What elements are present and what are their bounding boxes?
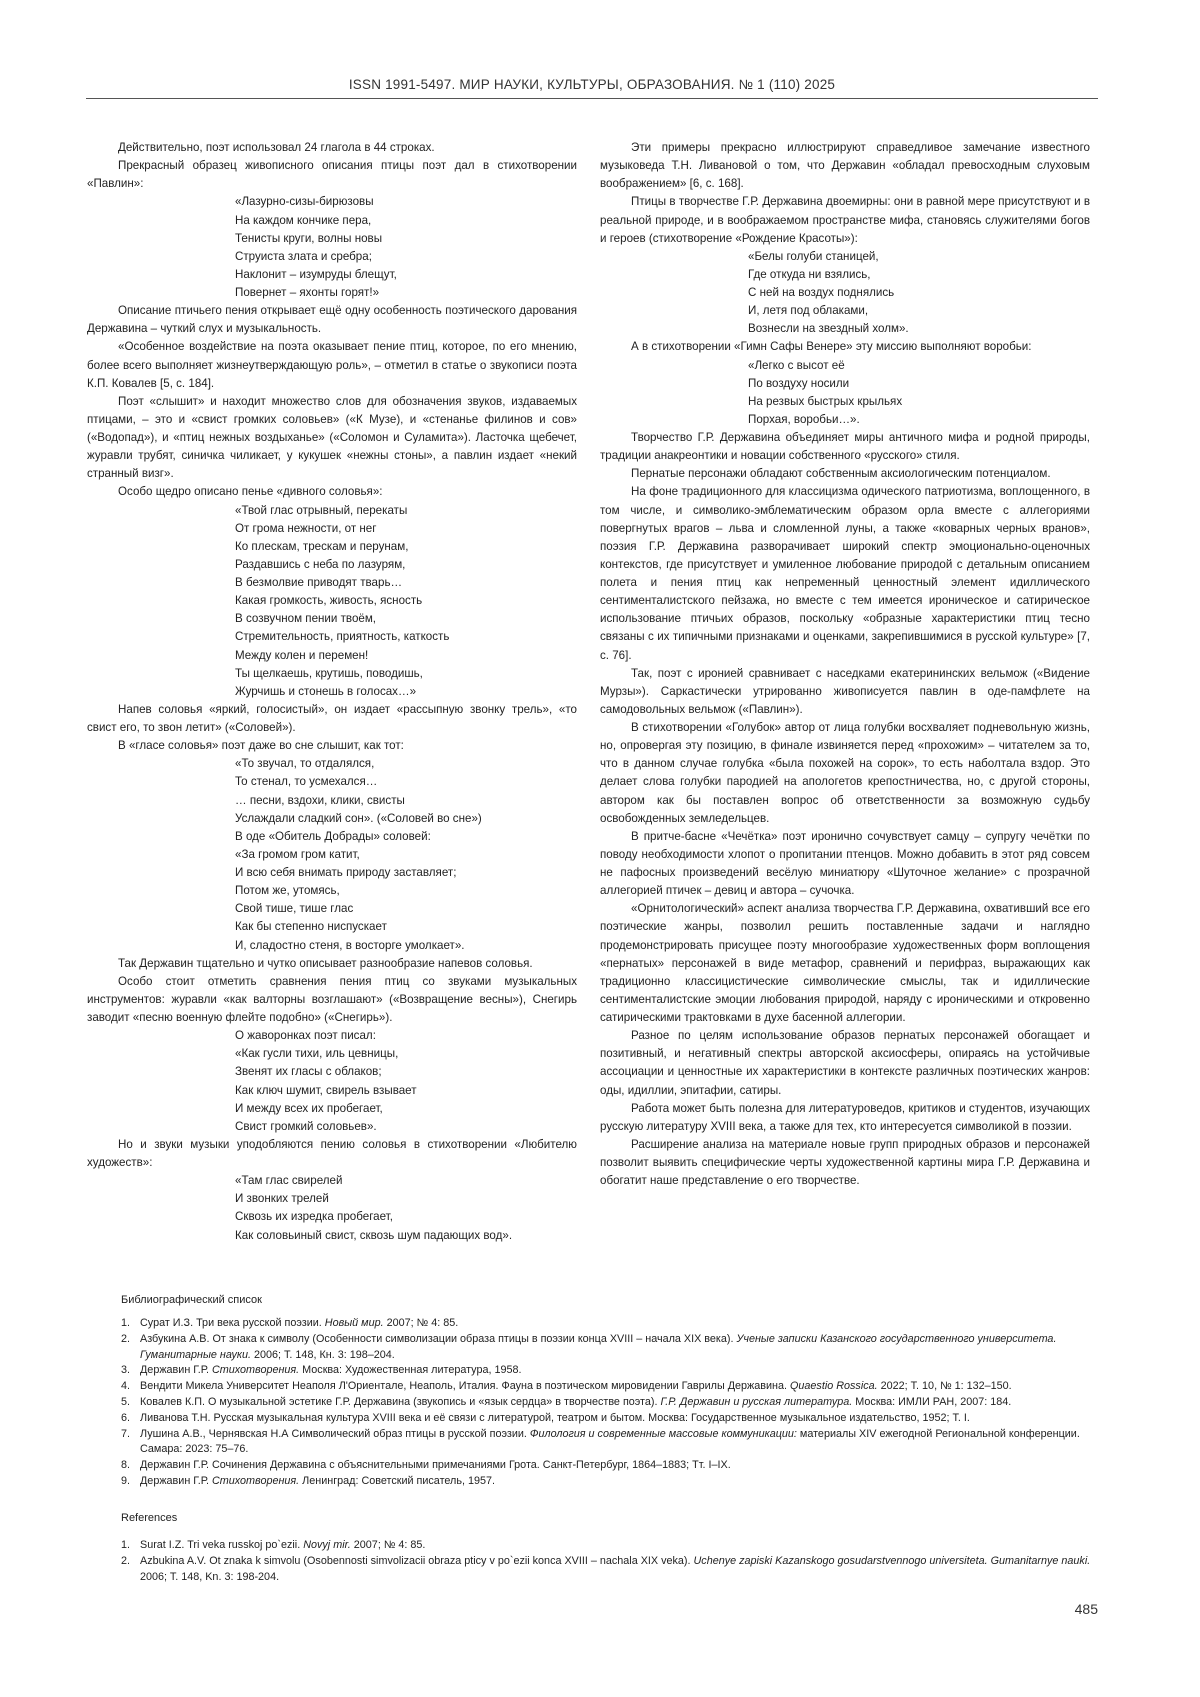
poem-pavlin: [87, 193, 577, 302]
paragraph: В «гласе соловья» поэт даже во сне слышит, как тот:: [87, 737, 577, 755]
poem-line: Стремительность, приятность, каткость: [235, 628, 577, 646]
poem-line: Ко плескам, трескам и перунам,: [235, 538, 577, 556]
poem-line: Как соловьиный свист, сквозь шум падающих вод».: [235, 1227, 577, 1245]
poem-line: Как бы степенно ниспускает: [235, 918, 577, 936]
paragraph: В стихотворении «Голубок» автор от лица голубки восхваляет подневольную жизнь, но, опровергая эту позицию, в финале извиняется перед «прохожим» – читателем за то, что в данном случае голубка «была похожей на сорок», то есть наболтала вздор. Это делает слова голубки пародией на апологетов крепостничества, но, с другой стороны, автором как бы поставлен вопрос об ответственности за возможную судьбу освобожденных земледельцев.: [600, 719, 1090, 828]
poem-line: Журчишь и стонешь в голосах…»: [235, 683, 577, 701]
poem-line: «Как гусли тихи, иль цевницы,: [235, 1045, 577, 1063]
paragraph: Поэт «слышит» и находит множество слов для обозначения звуков, издаваемых птицами, – это и «свист громких соловьев» («К Музе), и «стенанье филинов и сов» («Водопад»), и «птиц нежных воздыханье» («Соломон и Суламита»). Ласточка щебечет, журавли трубят, синичка чиликает, у кукушек «нежны стоны», а павлин издает «некий странный визг».: [87, 393, 577, 484]
paragraph: Пернатые персонажи обладают собственным аксиологическим потенциалом.: [600, 465, 1090, 483]
poem-line: Какая громкость, живость, ясность: [235, 592, 577, 610]
poem-line: … песни, вздохи, клики, свисты: [235, 792, 577, 810]
paragraph: «Орнитологический» аспект анализа творчества Г.Р. Державина, охвативший все его поэтические жанры, позволил решить поставленные задачи и наглядно продемонстрировать присущее поэту многообразие художественных форм воплощения «пернатых» персонажей в виде метафор, сравнений и перифраз, выражающих как традиционно классицистические символические смыслы, так и идиллические сентименталистские эмоции любования природой, наряду с ироническими и откровенно сатирическими трактовками в духе басенной аллегории.: [600, 900, 1090, 1027]
poem-line: Где откуда ни взялись,: [748, 266, 1090, 284]
paragraph: Птицы в творчестве Г.Р. Державина двоемирны: они в равной мере присутствуют и в реальной природе, и в воображаемом пространстве мифа, становясь служителями богов и героев (стихотворение «Рождение Красоты»):: [600, 193, 1090, 247]
bibliography-item: 1. Сурат И.З. Три века русской поэзии. Новый мир. 2007; № 4: 85.: [121, 1316, 1091, 1332]
poem-line: И звонких трелей: [235, 1190, 577, 1208]
poem-solovey: [87, 502, 577, 701]
bibliography-item: 8. Державин Г.Р. Сочинения Державина с объяснительными примечаниями Грота. Санкт-Петербург, 1864–1883; Тт. I–IX.: [121, 1458, 1091, 1474]
bibliography-item: 2. Азбукина А.В. От знака к символу (Особенности символизации образа птицы в поэзии конца XVIII – начала XIX века). Ученые записки Казанского государственного университета. Гуманитарные науки. 2006; Т. 148, Кн. 3: 198–204.: [121, 1332, 1091, 1364]
poem-line: Звенят их гласы с облаков;: [235, 1063, 577, 1081]
paragraph: На фоне традиционного для классицизма одического патриотизма, воплощенного, в том числе, и символико-эмблематическим образом орла вместе с аллегориями повергнутых врагов – льва и сломленной луны, а также «коварных черных вранов», поэзия Г.Р. Державина разворачивает широкий спектр эмоционально-оценочных контекстов, где присутствует и умиленное любование природой с детальным описанием полета и пения птиц как непременный ценностный элемент идиллического сентименталистского пейзажа, но вместе с тем имеется ироническое и сатирическое использование птичьих образов, поскольку «образные характеристики птиц тесно связаны с их типичными признаками и оценками, закрепившимися в русской культуре» [7, с. 76].: [600, 483, 1090, 664]
paragraph: Расширение анализа на материале новые групп природных образов и персонажей позволит выявить специфические черты художественной картины мира Г.Р. Державина и обогатит наше представление о его творчестве.: [600, 1136, 1090, 1190]
poem-line: От грома нежности, от нег: [235, 520, 577, 538]
paragraph: Так Державин тщательно и чутко описывает разнообразие напевов соловья.: [87, 955, 577, 973]
references-list: [121, 1538, 1091, 1585]
reference-item: 2. Azbukina A.V. Ot znaka k simvolu (Osobennosti simvolizacii obraza pticy v po`ezii konca XVIII – nachala XIX veka). Uchenye zapiski Kazanskogo gosudarstvennogo universiteta. Gumanitarnye nauki. 2006; T. 148, Kn. 3: 198-204.: [121, 1554, 1091, 1586]
right-column: [600, 139, 1090, 1190]
poem-line: Как ключ шумит, свирель взывает: [235, 1082, 577, 1100]
poem-line: О жаворонках поэт писал:: [235, 1027, 577, 1045]
poem-line: В оде «Обитель Добрады» соловей:: [235, 828, 577, 846]
bibliography-item: 7. Лушина А.В., Чернявская Н.А Символический образ птицы в русской поэзии. Филология и современные массовые коммуникации: материалы XIV ежегодной Региональной конференции. Самара: 2023: 75–76.: [121, 1427, 1091, 1459]
poem-line: На резвых быстрых крыльях: [748, 393, 1090, 411]
journal-header: ISSN 1991-5497. МИР НАУКИ, КУЛЬТУРЫ, ОБРАЗОВАНИЯ. № 1 (110) 2025: [86, 77, 1098, 92]
bibliography-heading: Библиографический список: [121, 1294, 262, 1306]
poem-line: В безмолвие приводят тварь…: [235, 574, 577, 592]
poem-line: Потом же, утомясь,: [235, 882, 577, 900]
poem-line: Свой тише, тише глас: [235, 900, 577, 918]
bibliography-item: 9. Державин Г.Р. Стихотворения. Ленинград: Советский писатель, 1957.: [121, 1474, 1091, 1490]
paragraph: Напев соловья «яркий, голосистый», он издает «рассыпную звонку трель», «то свист его, то звон летит» («Соловей»).: [87, 701, 577, 737]
poem-line: Порхая, воробьи…».: [748, 411, 1090, 429]
paragraph: Действительно, поэт использовал 24 глагола в 44 строках.: [87, 139, 577, 157]
poem-line: Между колен и перемен!: [235, 647, 577, 665]
paragraph: Разное по целям использование образов пернатых персонажей обогащает и позитивный, и негативный спектры авторской аксиосферы, опираясь на устойчивые ассоциации и ценностные их характеристики в контексте различных поэтических жанров: оды, идиллии, эпитафии, сатиры.: [600, 1027, 1090, 1100]
poem-line: Раздавшись с неба по лазурям,: [235, 556, 577, 574]
paragraph: Но и звуки музыки уподобляются пению соловья в стихотворении «Любителю художеств»:: [87, 1136, 577, 1172]
paragraph: А в стихотворении «Гимн Сафы Венере» эту миссию выполняют воробьи:: [600, 338, 1090, 356]
paragraph: Так, поэт с иронией сравнивает с наседками екатерининских вельмож («Видение Мурзы»). Саркастически утрированно живописуется павлин в оде-памфлете на самодовольных вельмож («Павлин»).: [600, 665, 1090, 719]
poem-line: «Белы голуби станицей,: [748, 248, 1090, 266]
poem-line: По воздуху носили: [748, 375, 1090, 393]
bibliography-item: 3. Державин Г.Р. Стихотворения. Москва: Художественная литература, 1958.: [121, 1363, 1091, 1379]
poem-line: Ты щелкаешь, крутишь, поводишь,: [235, 665, 577, 683]
poem-line: «Лазурно-сизы-бирюзовы: [235, 193, 577, 211]
paragraph: Эти примеры прекрасно иллюстрируют справедливое замечание известного музыковеда Т.Н. Ливановой о том, что Державин «обладал превосходным слуховым воображением» [6, с. 168].: [600, 139, 1090, 193]
poem-line: «То звучал, то отдалялся,: [235, 755, 577, 773]
header-rule: [86, 98, 1098, 99]
page-number: 485: [1075, 1601, 1098, 1617]
poem-line: С ней на воздух поднялись: [748, 284, 1090, 302]
paragraph: Особо стоит отметить сравнения пения птиц со звуками музыкальных инструментов: журавли «как валторны возглашают» («Возвращение весны»), Снегирь заводит «песню военную флейте подобно» («Снегирь»).: [87, 973, 577, 1027]
poem-rozhdenie-krasoty: [600, 248, 1090, 339]
poem-line: В созвучном пении твоём,: [235, 610, 577, 628]
reference-item: 1. Surat I.Z. Tri veka russkoj po`ezii. Novyj mir. 2007; № 4: 85.: [121, 1538, 1091, 1554]
poem-line: Струиста злата и сребра;: [235, 248, 577, 266]
paragraph: В притче-басне «Чечётка» поэт иронично сочувствует самцу – супругу чечётки по поводу необходимости хлопот о пропитании птенцов. Можно добавить в этот ряд совсем не пафосных произведений весёлую миниатюру «Шуточное желание» с прозрачной аллегорией птичек – девиц и автора – сучочка.: [600, 828, 1090, 901]
poem-line: И всю себя внимать природу заставляет;: [235, 864, 577, 882]
bibliography-item: 5. Ковалев К.П. О музыкальной эстетике Г.Р. Державина (звукопись и «язык сердца» в творчестве поэта). Г.Р. Державин и русская литература. Москва: ИМЛИ РАН, 2007: 184.: [121, 1395, 1091, 1411]
paragraph: «Особенное воздействие на поэта оказывает пение птиц, которое, по его мнению, более всего выполняет жизнеутверждающую роль», – отметил в статье о звукописи поэта К.П. Ковалев [5, с. 184].: [87, 338, 577, 392]
poem-line: «За громом гром катит,: [235, 846, 577, 864]
poem-line: Наклонит – изумруды блещут,: [235, 266, 577, 284]
paragraph: Прекрасный образец живописного описания птицы поэт дал в стихотворении «Павлин»:: [87, 157, 577, 193]
poem-line: Услаждали сладкий сон». («Соловей во сне»): [235, 810, 577, 828]
poem-line: На каждом кончике пера,: [235, 212, 577, 230]
left-column: [87, 139, 577, 1245]
poem-line: «Легко с высот её: [748, 357, 1090, 375]
poem-line: «Там глас свирелей: [235, 1172, 577, 1190]
poem-line: Тенисты круги, волны новы: [235, 230, 577, 248]
poem-lyubitelyu: [87, 1172, 577, 1245]
poem-line: Повернет – яхонты горят!»: [235, 284, 577, 302]
poem-solovey-vo-sne: [87, 755, 577, 954]
poem-zhavoronki: [87, 1027, 577, 1136]
paragraph: Описание птичьего пения открывает ещё одну особенность поэтического дарования Державина – чуткий слух и музыкальность.: [87, 302, 577, 338]
poem-line: И, сладостно стеня, в восторге умолкает».: [235, 937, 577, 955]
poem-line: То стенал, то усмехался…: [235, 773, 577, 791]
poem-line: Свист громкий соловьев».: [235, 1118, 577, 1136]
paragraph: Творчество Г.Р. Державина объединяет миры античного мифа и родной природы, традиции анакреонтики и новации собственного «русского» стиля.: [600, 429, 1090, 465]
poem-line: Вознесли на звездный холм».: [748, 320, 1090, 338]
bibliography-list: [121, 1316, 1091, 1490]
paragraph: Особо щедро описано пенье «дивного соловья»:: [87, 483, 577, 501]
bibliography-item: 4. Вендити Микела Университет Неаполя Л'Ориентале, Неаполь, Италия. Фауна в поэтическом мировидении Гаврилы Державина. Quaestio Rossica. 2022; Т. 10, № 1: 132–150.: [121, 1379, 1091, 1395]
poem-gimn-safy: [600, 357, 1090, 430]
poem-line: «Твой глас отрывный, перекаты: [235, 502, 577, 520]
poem-line: И, летя под облаками,: [748, 302, 1090, 320]
paragraph: Работа может быть полезна для литературоведов, критиков и студентов, изучающих русскую литературу XVIII века, а также для тех, кто интересуется символикой в поэзии.: [600, 1100, 1090, 1136]
bibliography-item: 6. Ливанова Т.Н. Русская музыкальная культура XVIII века и её связи с литературой, театром и бытом. Москва: Государственное музыкальное издательство, 1952; Т. I.: [121, 1411, 1091, 1427]
poem-line: Сквозь их изредка пробегает,: [235, 1208, 577, 1226]
references-heading: References: [121, 1512, 177, 1524]
poem-line: И между всех их пробегает,: [235, 1100, 577, 1118]
